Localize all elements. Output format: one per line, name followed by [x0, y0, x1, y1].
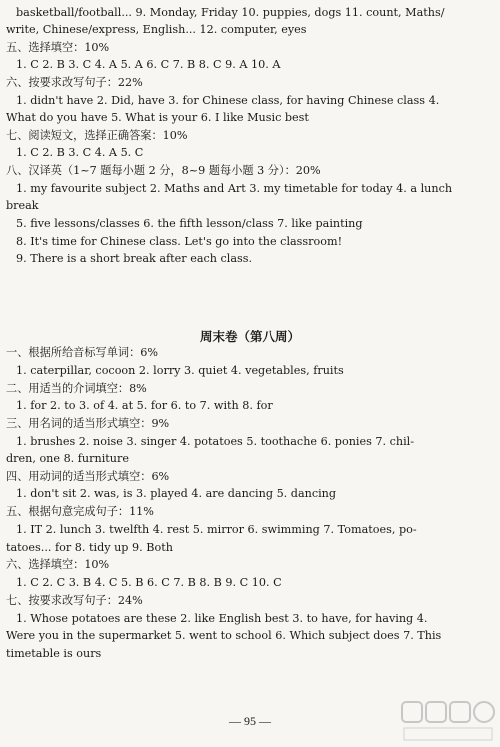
text-line: 1. C 2. C 3. B 4. C 5. B 6. C 7. B 8. B 9. C 10. C	[16, 576, 282, 589]
text-line: timetable is ours	[6, 647, 102, 660]
text-line: 五、选择填空：10%	[6, 41, 110, 54]
text-line: 一、根据所给音标写单词：6%	[6, 346, 158, 359]
text-line: write, Chinese/express, English... 12. computer, eyes	[6, 23, 307, 36]
text-line: Were you in the supermarket 5. went to school 6. Which subject does 7. This	[6, 629, 442, 642]
text-line: 1. C 2. B 3. C 4. A 5. A 6. C 7. B 8. C 9. A 10. A	[16, 58, 281, 71]
text-line: break	[6, 199, 39, 212]
text-line: 1. caterpillar, cocoon 2. lorry 3. quiet 4. vegetables, fruits	[16, 364, 344, 377]
text-line: 四、用动词的适当形式填空：6%	[6, 470, 170, 483]
text-line: 三、用名词的适当形式填空：9%	[6, 417, 170, 430]
text-line: 8. It's time for Chinese class. Let's go into the classroom!	[16, 235, 343, 248]
watermark-logo	[400, 698, 496, 744]
section-title: 周末卷（第八周）	[199, 329, 300, 344]
text-line: 二、用适当的介词填空：8%	[6, 382, 147, 395]
text-line: 1. brushes 2. noise 3. singer 4. potatoes 5. toothache 6. ponies 7. chil-	[16, 435, 415, 448]
text-line: 1. don't sit 2. was, is 3. played 4. are dancing 5. dancing	[16, 487, 337, 500]
text-line: 1. my favourite subject 2. Maths and Art 3. my timetable for today 4. a lunch	[16, 182, 453, 195]
text-line: basketball/football... 9. Monday, Friday 10. puppies, dogs 11. count, Maths/	[16, 6, 445, 19]
text-line: 1. didn't have 2. Did, have 3. for Chinese class, for having Chinese class 4.	[16, 94, 440, 107]
text-line: 1. Whose potatoes are these 2. like English best 3. to have, for having 4.	[16, 612, 428, 625]
page-number: — 95 —	[229, 714, 271, 728]
text-line: 六、选择填空：10%	[6, 558, 110, 571]
text-line: 七、按要求改写句子：24%	[6, 594, 143, 607]
text-line: 八、汉译英（1~7 题每小题 2 分，8~9 题每小题 3 分）：20%	[6, 164, 321, 177]
text-line: dren, one 8. furniture	[6, 452, 129, 465]
text-line: 1. IT 2. lunch 3. twelfth 4. rest 5. mirror 6. swimming 7. Tomatoes, po-	[16, 523, 417, 536]
text-line: 五、根据句意完成句子：11%	[6, 505, 154, 518]
text-line: 1. for 2. to 3. of 4. at 5. for 6. to 7. with 8. for	[16, 399, 273, 412]
text-line: 七、阅读短文，选择正确答案：10%	[6, 129, 188, 142]
text-line: tatoes... for 8. tidy up 9. Both	[6, 541, 173, 554]
text-line: 5. five lessons/classes 6. the fifth lesson/class 7. like painting	[16, 217, 363, 230]
text-line: 六、按要求改写句子：22%	[6, 76, 143, 89]
text-line: 1. C 2. B 3. C 4. A 5. C	[16, 146, 144, 159]
text-line: What do you have 5. What is your 6. I like Music best	[6, 111, 309, 124]
text-line: 9. There is a short break after each class.	[16, 252, 253, 265]
